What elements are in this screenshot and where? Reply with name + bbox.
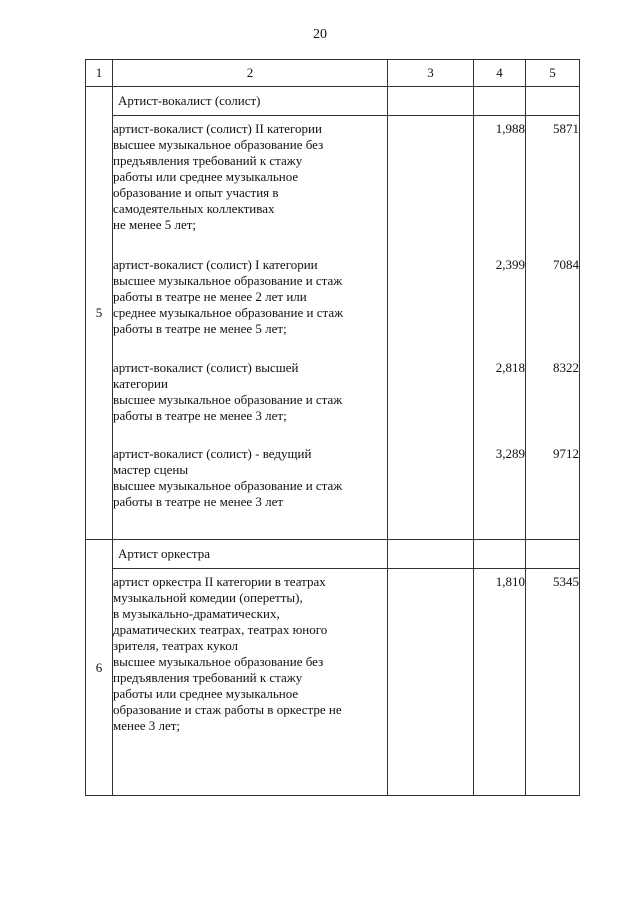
empty-cell bbox=[526, 540, 580, 569]
coefficient-value: 2,818 bbox=[495, 360, 525, 375]
empty-cell bbox=[474, 87, 526, 116]
section-title-row bbox=[86, 540, 580, 569]
coefficient-value: 1,988 bbox=[495, 121, 525, 136]
empty-cell bbox=[388, 87, 474, 116]
coefficient-value: 3,289 bbox=[495, 446, 525, 461]
header-cell: 5 bbox=[526, 60, 580, 87]
salary-column bbox=[526, 569, 580, 796]
empty-cell bbox=[526, 87, 580, 116]
item-text: артист оркестра II категории в театрах музыкальной комедии (оперетты), в музыкально-драматических, драматических театрах, театрах юного зрителя, театрах кукол высшее музыкальное образование без предъявления требований к стажу работы или среднее музыкальное образование и стаж работы в оркестре не менее 3 лет; bbox=[113, 574, 342, 733]
coefficient-value: 1,810 bbox=[495, 574, 525, 589]
empty-cell bbox=[388, 569, 474, 796]
section-title-row bbox=[86, 87, 580, 116]
section-title: Артист-вокалист (солист) bbox=[113, 87, 388, 116]
section-number: 5 bbox=[86, 87, 113, 540]
salary-value: 8322 bbox=[553, 360, 579, 375]
coefficient-value: 2,399 bbox=[495, 257, 525, 272]
header-cell: 2 bbox=[113, 60, 388, 87]
empty-cell bbox=[388, 116, 474, 540]
table-header-row bbox=[86, 60, 580, 87]
coefficient-column bbox=[474, 116, 526, 540]
section-title: Артист оркестра bbox=[113, 540, 388, 569]
item-descriptions bbox=[113, 116, 388, 540]
empty-cell bbox=[388, 540, 474, 569]
item-descriptions bbox=[113, 569, 388, 796]
salary-value: 9712 bbox=[553, 446, 579, 461]
item-text: артист-вокалист (солист) II категории высшее музыкальное образование без предъявления требований к стажу работы или среднее музыкальное образование и опыт участия в самодеятельных коллективах не менее 5 лет; bbox=[113, 121, 324, 232]
salary-column bbox=[526, 116, 580, 540]
section-items-row bbox=[86, 116, 580, 540]
coefficient-column bbox=[474, 569, 526, 796]
salary-value: 7084 bbox=[553, 257, 579, 272]
empty-cell bbox=[474, 540, 526, 569]
section-items-row bbox=[86, 569, 580, 796]
header-cell: 1 bbox=[86, 60, 113, 87]
salary-value: 5871 bbox=[553, 121, 579, 136]
item-text: артист-вокалист (солист) высшей категории высшее музыкальное образование и стаж работы в театре не менее 3 лет; bbox=[113, 360, 343, 423]
header-cell: 3 bbox=[388, 60, 474, 87]
position-table bbox=[85, 59, 580, 796]
page-number: 20 bbox=[313, 27, 327, 42]
header-cell: 4 bbox=[474, 60, 526, 87]
section-number: 6 bbox=[86, 540, 113, 796]
item-text: артист-вокалист (солист) - ведущий мастер сцены высшее музыкальное образование и стаж работы в театре не менее 3 лет bbox=[113, 446, 343, 509]
item-text: артист-вокалист (солист) I категории высшее музыкальное образование и стаж работы в театре не менее 2 лет или среднее музыкальное образование и стаж работы в театре не менее 5 лет; bbox=[113, 257, 344, 336]
salary-value: 5345 bbox=[553, 574, 579, 589]
